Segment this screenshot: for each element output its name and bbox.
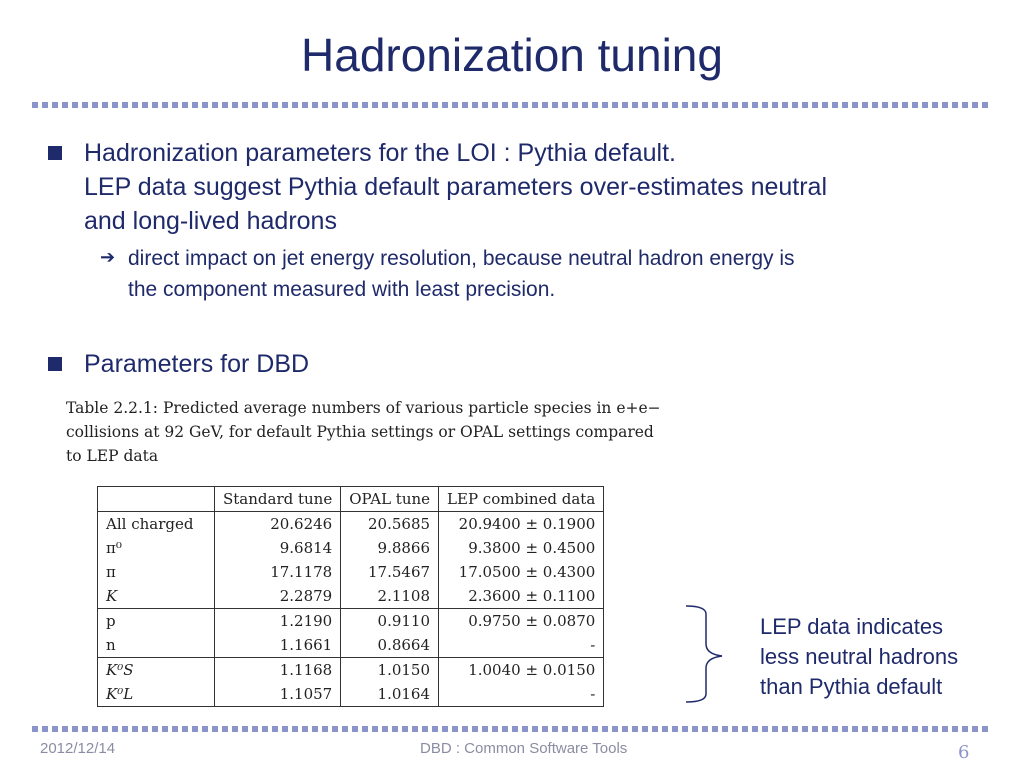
row-label: K⁰L bbox=[98, 682, 215, 707]
bottom-divider bbox=[32, 726, 988, 732]
cell-lep: 2.3600 ± 0.1100 bbox=[439, 584, 604, 609]
cell-standard: 1.1661 bbox=[215, 633, 341, 658]
cell-opal: 2.1108 bbox=[341, 584, 439, 609]
note-line-3: than Pythia default bbox=[760, 674, 943, 699]
table-row bbox=[98, 512, 604, 537]
cell-lep: - bbox=[439, 682, 604, 707]
cell-opal: 0.9110 bbox=[341, 609, 439, 634]
table-row bbox=[98, 560, 604, 584]
side-note bbox=[760, 612, 958, 702]
cell-lep: 17.0500 ± 0.4300 bbox=[439, 560, 604, 584]
footer-title: DBD : Common Software Tools bbox=[420, 740, 628, 757]
header-standard-tune: Standard tune bbox=[215, 487, 341, 512]
cell-lep: - bbox=[439, 633, 604, 658]
header-empty bbox=[98, 487, 215, 512]
table-row bbox=[98, 584, 604, 609]
row-label: p bbox=[98, 609, 215, 634]
table-header-row bbox=[98, 487, 604, 512]
table-row bbox=[98, 609, 604, 634]
row-label: All charged bbox=[98, 512, 215, 537]
table-row bbox=[98, 536, 604, 560]
bullet-2-text bbox=[84, 347, 309, 381]
arrow-right-icon: ➔ bbox=[100, 247, 116, 267]
table-row bbox=[98, 682, 604, 707]
cell-lep: 9.3800 ± 0.4500 bbox=[439, 536, 604, 560]
cell-standard: 2.2879 bbox=[215, 584, 341, 609]
cell-opal: 20.5685 bbox=[341, 512, 439, 537]
cell-standard: 1.1057 bbox=[215, 682, 341, 707]
cell-standard: 20.6246 bbox=[215, 512, 341, 537]
cell-opal: 0.8664 bbox=[341, 633, 439, 658]
cell-opal: 1.0164 bbox=[341, 682, 439, 707]
note-line-1: LEP data indicates bbox=[760, 614, 944, 639]
table-caption bbox=[66, 396, 716, 468]
sub-bullet-line-1: direct impact on jet energy resolution, because neutral hadron energy is bbox=[128, 247, 795, 270]
row-label: K⁰S bbox=[98, 658, 215, 683]
bullet-1-text bbox=[84, 136, 827, 238]
cell-standard: 9.6814 bbox=[215, 536, 341, 560]
right-brace-icon bbox=[682, 604, 742, 704]
row-label: n bbox=[98, 633, 215, 658]
note-line-2: less neutral hadrons bbox=[760, 644, 959, 669]
slide-title: Hadronization tuning bbox=[301, 29, 723, 81]
header-opal-tune: OPAL tune bbox=[341, 487, 439, 512]
bullet-2-line-1: Parameters for DBD bbox=[84, 350, 310, 378]
sub-bullet-text bbox=[128, 243, 795, 305]
cell-opal: 1.0150 bbox=[341, 658, 439, 683]
table-row bbox=[98, 633, 604, 658]
bullet-square-icon bbox=[48, 357, 62, 371]
row-label: π⁰ bbox=[98, 536, 215, 560]
bullet-1-line-3: and long-lived hadrons bbox=[84, 207, 337, 235]
cell-standard: 1.1168 bbox=[215, 658, 341, 683]
cell-lep: 20.9400 ± 0.1900 bbox=[439, 512, 604, 537]
bullet-1-line-2: LEP data suggest Pythia default parameters over-estimates neutral bbox=[84, 173, 828, 201]
header-lep-data: LEP combined data bbox=[439, 487, 604, 512]
bullet-1-line-1: Hadronization parameters for the LOI : Pythia default. bbox=[84, 139, 676, 167]
top-divider bbox=[32, 102, 988, 108]
cell-standard: 1.2190 bbox=[215, 609, 341, 634]
page-number: 6 bbox=[958, 742, 970, 763]
cell-lep: 0.9750 ± 0.0870 bbox=[439, 609, 604, 634]
caption-line-2: collisions at 92 GeV, for default Pythia settings or OPAL settings compared bbox=[66, 423, 654, 441]
row-label: π bbox=[98, 560, 215, 584]
table-row bbox=[98, 658, 604, 683]
caption-line-1: Table 2.2.1: Predicted average numbers of various particle species in e+e− bbox=[66, 399, 661, 417]
cell-standard: 17.1178 bbox=[215, 560, 341, 584]
cell-lep: 1.0040 ± 0.0150 bbox=[439, 658, 604, 683]
cell-opal: 9.8866 bbox=[341, 536, 439, 560]
sub-bullet-line-2: the component measured with least precision. bbox=[128, 278, 556, 301]
particle-table bbox=[97, 486, 604, 707]
bullet-square-icon bbox=[48, 146, 62, 160]
cell-opal: 17.5467 bbox=[341, 560, 439, 584]
footer-date: 2012/12/14 bbox=[40, 740, 116, 757]
caption-line-3: to LEP data bbox=[66, 447, 159, 465]
row-label: K bbox=[98, 584, 215, 609]
